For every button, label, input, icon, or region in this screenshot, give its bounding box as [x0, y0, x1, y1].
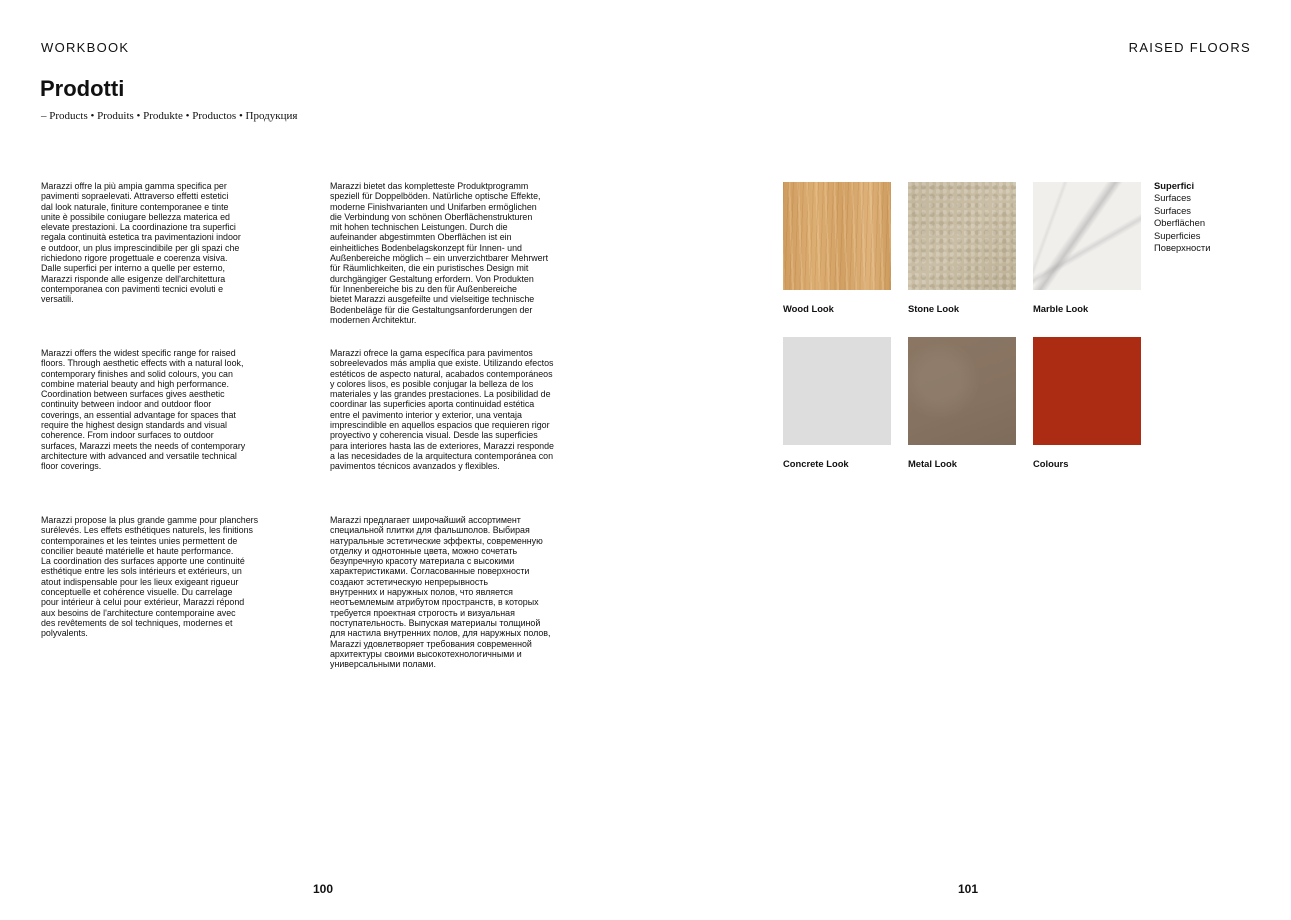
legend-item-german: Oberflächen [1154, 217, 1206, 229]
paragraph-english: Marazzi offers the widest specific range for raised floors. Through aesthetic effects with a natural look, contemporary finishes and solid colours, you can combine material beauty and high performance. Coordination between surfaces gives aesthetic continuity between indoor and outdoor floor coverings, an essential advantage for spaces that require the highest design standards and visual coherence. From indoor surfaces to outdoor surfaces, Marazzi meets the needs of contemporary architecture with advanced and versatile technical floor coverings. [41, 348, 246, 472]
header-section-title: RAISED FLOORS [1128, 40, 1251, 55]
swatch-label-metal-look: Metal Look [908, 458, 957, 469]
paragraph-french: Marazzi propose la plus grande gamme pour planchers surélevés. Les effets esthétiques naturels, les finitions contemporaines et les teintes unies permettent de concilier beauté matérielle et haute performance. La coordination des surfaces apporte une continuité esthétique entre les sols intérieurs et extérieurs, un atout indispensable pour les lieux exigeant rigueur conceptuelle et cohérence visuelle. Du carrelage pour intérieur à celui pour extérieur, Marazzi répond aux besoins de l'architecture contemporaine avec des revêtements de sol techniques, modernes et polyvalents. [41, 515, 259, 639]
swatch-label-concrete-look: Concrete Look [783, 458, 849, 469]
swatch-marble-look [1033, 182, 1141, 290]
paragraph-spanish: Marazzi ofrece la gama específica para pavimentos sobreelevados más amplia que existe. Utilizando efectos estéticos de aspecto natural, acabados contemporáneos y colores lisos, es posible conjugar la belleza de los materiales y las grandes prestaciones. La posibilidad de coordinar las superficies aporta continuidad estética entre el pavimento interior y exterior, una ventaja imprescindible en aquellos espacios que requieren rigor proyectivo y coherencia visual. Desde las superficies para interiores hasta las de exteriores, Marazzi responde a las necesidades de la arquitectura contemporánea con pavimentos técnicos avanzados y flexibles. [330, 348, 554, 472]
legend-item-russian: Поверхности [1154, 242, 1211, 254]
legend-item-italian: Superfici [1154, 180, 1195, 191]
swatch-stone-look [908, 182, 1016, 290]
swatch-metal-look [908, 337, 1016, 445]
swatch-label-wood-look: Wood Look [783, 303, 834, 314]
paragraph-german: Marazzi bietet das kompletteste Produktprogramm speziell für Doppelböden. Natürliche optische Effekte, moderne Finishvarianten und Unifarben ermöglichen die Verbindung von schönen Oberflächenstrukturen mit hohen technischen Leistungen. Durch die aufeinander abgestimmten Oberflächen ist ein einheitliches Bodenbelagskonzept für Innen- und Außenbereiche möglich – ein unverzichtbarer Mehrwert für Räumlichkeiten, die ein puristisches Design mit durchgängiger Gestaltung erfordern. Von Produkten für Innenbereiche bis zu den für Außenbereiche bietet Marazzi ausgefeilte und vielseitige technische Bodenbeläge für die Gestaltungsanforderungen der modernen Architektur. [330, 181, 549, 325]
page-subtitle: – Products • Produits • Produkte • Productos • Продукция [41, 110, 298, 122]
page-title: Prodotti [40, 76, 125, 101]
legend-item-french: Surfaces [1154, 204, 1191, 216]
page-number-left: 100 [313, 882, 334, 896]
swatch-wood-look [783, 182, 891, 290]
paragraph-italian: Marazzi offre la più ampia gamma specifica per pavimenti sopraelevati. Attraverso effetti estetici dal look naturale, finiture contemporanee e tinte unite è possibile coniugare bellezza materica ed elevate prestazioni. La coordinazione tra superfici regala continuità estetica tra pavimentazioni indoor e outdoor, un plus imprescindibile per gli spazi che richiedono rigore progettuale e coerenza visiva. Dalle superfici per interno a quelle per esterno, Marazzi risponde alle esigenze dell'architettura contemporanea con pavimenti tecnici evoluti e versatili. [41, 181, 241, 305]
paragraph-russian: Marazzi предлагает широчайший ассортимент специальной плитки для фальшполов. Выбирая натуральные эстетические эффекты, современную отделку и однотонные цвета, можно сочетать безупречную красоту материала с высокими характеристиками. Согласованные поверхности создают эстетическую непрерывность внутренних и наружных полов, что является неотъемлемым атрибутом пространств, в которых требуется проектная строгость и визуальная поступательность. Выпуская материалы толщиной для настила внутренних полов, для наружных полов, Marazzi удовлетворяет требования современной архитектуры своими высокотехнологичными и универсальными полами. [330, 515, 551, 670]
page-number-right: 101 [958, 882, 979, 896]
header-workbook: WORKBOOK [41, 40, 130, 55]
swatch-label-stone-look: Stone Look [908, 303, 960, 314]
legend-item-spanish: Superficies [1154, 229, 1201, 241]
surfaces-legend [1154, 180, 1210, 254]
swatch-concrete-look [783, 337, 891, 445]
legend-item-english: Surfaces [1154, 192, 1191, 204]
swatch-label-colours: Colours [1033, 458, 1069, 469]
swatch-label-marble-look: Marble Look [1033, 303, 1089, 314]
swatch-colours [1033, 337, 1141, 445]
